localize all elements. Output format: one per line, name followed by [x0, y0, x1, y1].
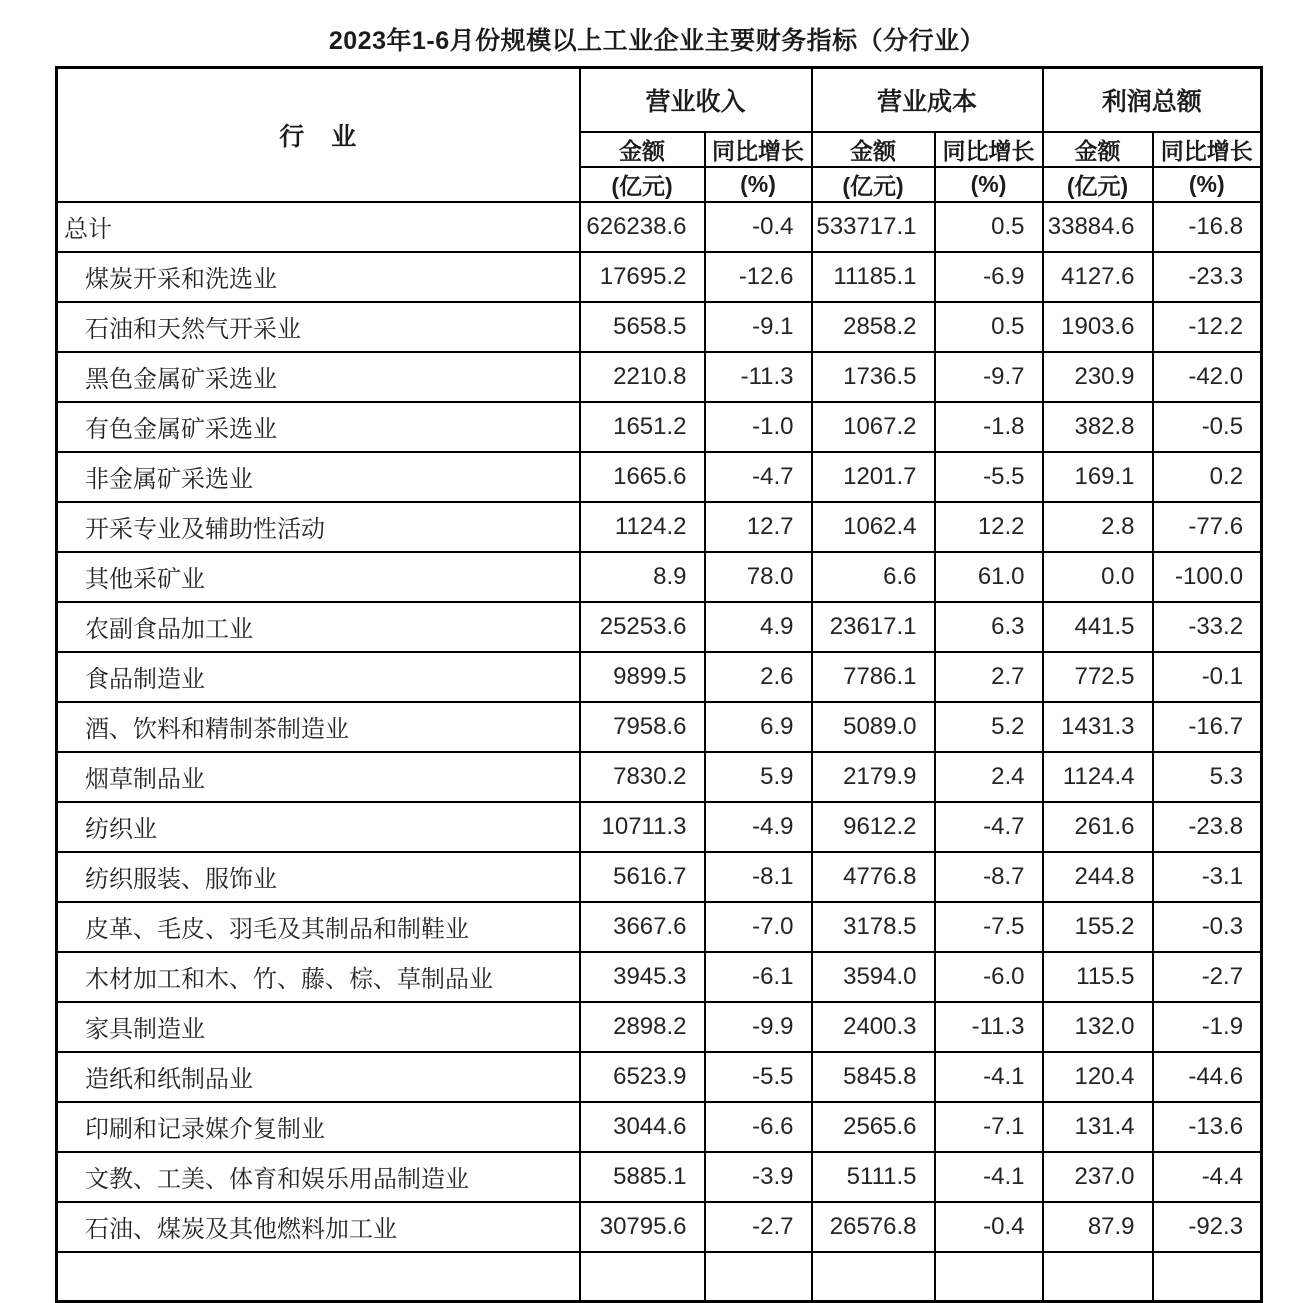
value-cell: 3044.6 — [580, 1102, 705, 1152]
table-row — [57, 652, 1262, 702]
industry-cell: 黑色金属矿采选业 — [57, 352, 580, 402]
table-row — [57, 602, 1262, 652]
value-cell: 2565.6 — [812, 1102, 935, 1152]
value-cell: 30795.6 — [580, 1202, 705, 1252]
value-cell: 4.9 — [705, 602, 812, 652]
value-cell: 5.9 — [705, 752, 812, 802]
value-cell: 1903.6 — [1043, 302, 1153, 352]
value-cell — [580, 1252, 705, 1302]
table-row — [57, 852, 1262, 902]
value-cell: 78.0 — [705, 552, 812, 602]
value-cell: 0.0 — [1043, 552, 1153, 602]
value-cell: -12.2 — [1153, 302, 1262, 352]
value-cell: -11.3 — [935, 1002, 1043, 1052]
value-cell: 261.6 — [1043, 802, 1153, 852]
industry-cell: 煤炭开采和洗选业 — [57, 252, 580, 302]
sub-header-profit-growth: 同比增长 — [1153, 132, 1262, 167]
industry-cell: 食品制造业 — [57, 652, 580, 702]
industry-cell: 纺织业 — [57, 802, 580, 852]
value-cell: 4776.8 — [812, 852, 935, 902]
sub-header-cost-growth: 同比增长 — [935, 132, 1043, 167]
value-cell: 17695.2 — [580, 252, 705, 302]
value-cell: -16.8 — [1153, 202, 1262, 252]
value-cell — [935, 1252, 1043, 1302]
value-cell: 12.2 — [935, 502, 1043, 552]
table-row — [57, 1052, 1262, 1102]
value-cell: 7786.1 — [812, 652, 935, 702]
value-cell: 1124.4 — [1043, 752, 1153, 802]
value-cell: 120.4 — [1043, 1052, 1153, 1102]
value-cell: 2858.2 — [812, 302, 935, 352]
value-cell: 9612.2 — [812, 802, 935, 852]
industry-cell: 文教、工美、体育和娱乐用品制造业 — [57, 1152, 580, 1202]
value-cell: -92.3 — [1153, 1202, 1262, 1252]
table-row — [57, 502, 1262, 552]
unit-cost-growth: (%) — [935, 167, 1043, 202]
value-cell: -5.5 — [935, 452, 1043, 502]
value-cell: 3945.3 — [580, 952, 705, 1002]
industry-cell: 非金属矿采选业 — [57, 452, 580, 502]
value-cell: -0.4 — [935, 1202, 1043, 1252]
table-row — [57, 302, 1262, 352]
value-cell: 9899.5 — [580, 652, 705, 702]
value-cell: -1.0 — [705, 402, 812, 452]
value-cell: -1.8 — [935, 402, 1043, 452]
value-cell: 5.2 — [935, 702, 1043, 752]
value-cell — [1043, 1252, 1153, 1302]
industry-cell: 其他采矿业 — [57, 552, 580, 602]
value-cell: 0.2 — [1153, 452, 1262, 502]
value-cell: 533717.1 — [812, 202, 935, 252]
value-cell: 2210.8 — [580, 352, 705, 402]
value-cell: 115.5 — [1043, 952, 1153, 1002]
table-row — [57, 1202, 1262, 1252]
sub-header-cost-amount: 金额 — [812, 132, 935, 167]
value-cell: -23.3 — [1153, 252, 1262, 302]
table-row — [57, 1102, 1262, 1152]
value-cell: 169.1 — [1043, 452, 1153, 502]
table-row — [57, 802, 1262, 852]
value-cell: 25253.6 — [580, 602, 705, 652]
value-cell: 5845.8 — [812, 1052, 935, 1102]
table-row — [57, 1002, 1262, 1052]
industry-cell: 木材加工和木、竹、藤、棕、草制品业 — [57, 952, 580, 1002]
value-cell: 1736.5 — [812, 352, 935, 402]
value-cell: 12.7 — [705, 502, 812, 552]
unit-revenue-amount: (亿元) — [580, 167, 705, 202]
value-cell: 33884.6 — [1043, 202, 1153, 252]
industry-cell: 总计 — [57, 202, 580, 252]
value-cell — [812, 1252, 935, 1302]
industry-cell: 酒、饮料和精制茶制造业 — [57, 702, 580, 752]
value-cell: 4127.6 — [1043, 252, 1153, 302]
unit-profit-growth: (%) — [1153, 167, 1262, 202]
value-cell: 1124.2 — [580, 502, 705, 552]
value-cell: -0.5 — [1153, 402, 1262, 452]
value-cell: 5089.0 — [812, 702, 935, 752]
value-cell: 26576.8 — [812, 1202, 935, 1252]
value-cell — [1153, 1252, 1262, 1302]
value-cell: -0.1 — [1153, 652, 1262, 702]
value-cell: -13.6 — [1153, 1102, 1262, 1152]
value-cell: -3.9 — [705, 1152, 812, 1202]
value-cell: 441.5 — [1043, 602, 1153, 652]
value-cell: 1651.2 — [580, 402, 705, 452]
value-cell: 7958.6 — [580, 702, 705, 752]
value-cell: 6.9 — [705, 702, 812, 752]
value-cell: 626238.6 — [580, 202, 705, 252]
value-cell: 2.8 — [1043, 502, 1153, 552]
value-cell: 2898.2 — [580, 1002, 705, 1052]
value-cell: -8.7 — [935, 852, 1043, 902]
table-body — [57, 202, 1262, 1302]
value-cell: 11185.1 — [812, 252, 935, 302]
table-header — [57, 68, 1262, 202]
group-header-revenue: 营业收入 — [580, 68, 812, 132]
value-cell: -4.7 — [705, 452, 812, 502]
table-row — [57, 752, 1262, 802]
table-row — [57, 702, 1262, 752]
value-cell: 5616.7 — [580, 852, 705, 902]
value-cell: 61.0 — [935, 552, 1043, 602]
value-cell: 2.7 — [935, 652, 1043, 702]
table-row — [57, 952, 1262, 1002]
value-cell: 3178.5 — [812, 902, 935, 952]
value-cell: 382.8 — [1043, 402, 1153, 452]
industry-cell: 烟草制品业 — [57, 752, 580, 802]
page-title: 2023年1-6月份规模以上工业企业主要财务指标（分行业） — [328, 27, 986, 55]
industry-cell: 家具制造业 — [57, 1002, 580, 1052]
value-cell: -2.7 — [705, 1202, 812, 1252]
table-row-clipped — [57, 1252, 1262, 1302]
table-row — [57, 552, 1262, 602]
value-cell: 131.4 — [1043, 1102, 1153, 1152]
value-cell: -77.6 — [1153, 502, 1262, 552]
table-row — [57, 902, 1262, 952]
value-cell: 132.0 — [1043, 1002, 1153, 1052]
unit-cost-amount: (亿元) — [812, 167, 935, 202]
unit-revenue-growth: (%) — [705, 167, 812, 202]
value-cell: 87.9 — [1043, 1202, 1153, 1252]
value-cell: 2179.9 — [812, 752, 935, 802]
value-cell — [705, 1252, 812, 1302]
value-cell: 1201.7 — [812, 452, 935, 502]
value-cell: 2400.3 — [812, 1002, 935, 1052]
value-cell: -9.7 — [935, 352, 1043, 402]
value-cell: -7.1 — [935, 1102, 1043, 1152]
value-cell: -6.0 — [935, 952, 1043, 1002]
value-cell: 1067.2 — [812, 402, 935, 452]
value-cell: -6.9 — [935, 252, 1043, 302]
value-cell: 7830.2 — [580, 752, 705, 802]
value-cell: -16.7 — [1153, 702, 1262, 752]
table-row — [57, 402, 1262, 452]
industry-cell: 纺织服装、服饰业 — [57, 852, 580, 902]
industry-cell: 石油和天然气开采业 — [57, 302, 580, 352]
industry-cell: 造纸和纸制品业 — [57, 1052, 580, 1102]
table-row — [57, 202, 1262, 252]
value-cell: 2.4 — [935, 752, 1043, 802]
industry-cell: 石油、煤炭及其他燃料加工业 — [57, 1202, 580, 1252]
value-cell: -0.4 — [705, 202, 812, 252]
group-header-profit: 利润总额 — [1043, 68, 1262, 132]
value-cell: -6.6 — [705, 1102, 812, 1152]
value-cell: 237.0 — [1043, 1152, 1153, 1202]
value-cell: 0.5 — [935, 202, 1043, 252]
value-cell: 6523.9 — [580, 1052, 705, 1102]
value-cell: 3594.0 — [812, 952, 935, 1002]
value-cell: 3667.6 — [580, 902, 705, 952]
value-cell: -1.9 — [1153, 1002, 1262, 1052]
value-cell: -11.3 — [705, 352, 812, 402]
table-row — [57, 352, 1262, 402]
group-header-cost: 营业成本 — [812, 68, 1043, 132]
value-cell: 23617.1 — [812, 602, 935, 652]
sub-header-revenue-amount: 金额 — [580, 132, 705, 167]
industry-cell: 农副食品加工业 — [57, 602, 580, 652]
unit-profit-amount: (亿元) — [1043, 167, 1153, 202]
value-cell: 0.5 — [935, 302, 1043, 352]
value-cell: 155.2 — [1043, 902, 1153, 952]
value-cell: 10711.3 — [580, 802, 705, 852]
value-cell: 772.5 — [1043, 652, 1153, 702]
table-row — [57, 1152, 1262, 1202]
value-cell: -9.1 — [705, 302, 812, 352]
value-cell: -42.0 — [1153, 352, 1262, 402]
value-cell: 6.6 — [812, 552, 935, 602]
value-cell: 1665.6 — [580, 452, 705, 502]
value-cell: -7.0 — [705, 902, 812, 952]
value-cell: -4.1 — [935, 1052, 1043, 1102]
header-group-row — [57, 68, 1262, 132]
industry-column-header: 行 业 — [57, 68, 580, 202]
table-row — [57, 452, 1262, 502]
value-cell: -4.1 — [935, 1152, 1043, 1202]
value-cell: 6.3 — [935, 602, 1043, 652]
value-cell: -44.6 — [1153, 1052, 1262, 1102]
value-cell: 5885.1 — [580, 1152, 705, 1202]
value-cell: 5111.5 — [812, 1152, 935, 1202]
value-cell: -9.9 — [705, 1002, 812, 1052]
value-cell: -7.5 — [935, 902, 1043, 952]
value-cell: -0.3 — [1153, 902, 1262, 952]
value-cell: 2.6 — [705, 652, 812, 702]
value-cell: 5.3 — [1153, 752, 1262, 802]
value-cell: -5.5 — [705, 1052, 812, 1102]
sub-header-profit-amount: 金额 — [1043, 132, 1153, 167]
industry-cell: 皮革、毛皮、羽毛及其制品和制鞋业 — [57, 902, 580, 952]
industry-cell: 印刷和记录媒介复制业 — [57, 1102, 580, 1152]
value-cell: 230.9 — [1043, 352, 1153, 402]
industry-cell: 开采专业及辅助性活动 — [57, 502, 580, 552]
value-cell: -23.8 — [1153, 802, 1262, 852]
value-cell: -8.1 — [705, 852, 812, 902]
financial-indicators-table — [55, 66, 1263, 1303]
value-cell: -12.6 — [705, 252, 812, 302]
value-cell: 1062.4 — [812, 502, 935, 552]
value-cell: -100.0 — [1153, 552, 1262, 602]
value-cell: 244.8 — [1043, 852, 1153, 902]
value-cell: -6.1 — [705, 952, 812, 1002]
industry-cell: 有色金属矿采选业 — [57, 402, 580, 452]
value-cell: -2.7 — [1153, 952, 1262, 1002]
value-cell: -4.9 — [705, 802, 812, 852]
value-cell: -33.2 — [1153, 602, 1262, 652]
industry-cell — [57, 1252, 580, 1302]
value-cell: 8.9 — [580, 552, 705, 602]
value-cell: -4.7 — [935, 802, 1043, 852]
value-cell: 5658.5 — [580, 302, 705, 352]
table-row — [57, 252, 1262, 302]
value-cell: -3.1 — [1153, 852, 1262, 902]
value-cell: 1431.3 — [1043, 702, 1153, 752]
value-cell: -4.4 — [1153, 1152, 1262, 1202]
sub-header-revenue-growth: 同比增长 — [705, 132, 812, 167]
